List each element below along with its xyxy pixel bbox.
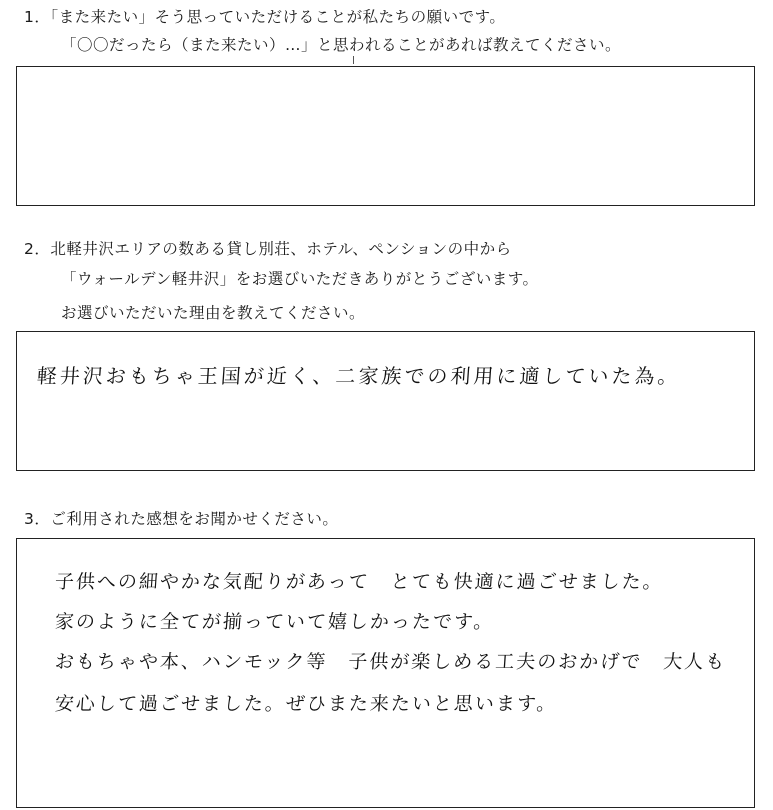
question-1-answer-box [16, 66, 755, 206]
question-2-answer-text: 軽井沢おもちゃ王国が近く、二家族での利用に適していた為。 [36, 364, 682, 388]
question-2-line-1: 2．北軽井沢エリアの数ある貸し別荘、ホテル、ペンションの中から [24, 240, 512, 258]
question-1-line-2: 「〇〇だったら（また来たい）…」と思われることがあれば教えてください。 [61, 36, 622, 54]
question-3-answer-line-4: 安心して過ごせました。ぜひまた来たいと思います。 [54, 693, 559, 715]
pen-mark [353, 56, 354, 64]
question-1-line-1: 1．「また来たい」そう思っていただけることが私たちの願いです。 [24, 8, 506, 26]
question-3-answer-line-2: 家のように全てが揃っていて嬉しかったです。 [54, 611, 496, 633]
question-2-line-3: お選びいただいた理由を教えてください。 [61, 304, 366, 322]
question-3-answer-line-1: 子供への細やかな気配りがあって とても快適に過ごせました。 [54, 571, 665, 593]
question-2-line-2: 「ウォールデン軽井沢」をお選びいただきありがとうございます。 [61, 270, 539, 288]
question-3-line-1: 3．ご利用された感想をお聞かせください。 [24, 510, 339, 528]
question-3-answer-line-3: おもちゃや本、ハンモック等 子供が楽しめる工夫のおかげで 大人も [54, 651, 728, 673]
question-3-answer-box [16, 538, 755, 808]
question-2-answer-box [16, 331, 755, 471]
